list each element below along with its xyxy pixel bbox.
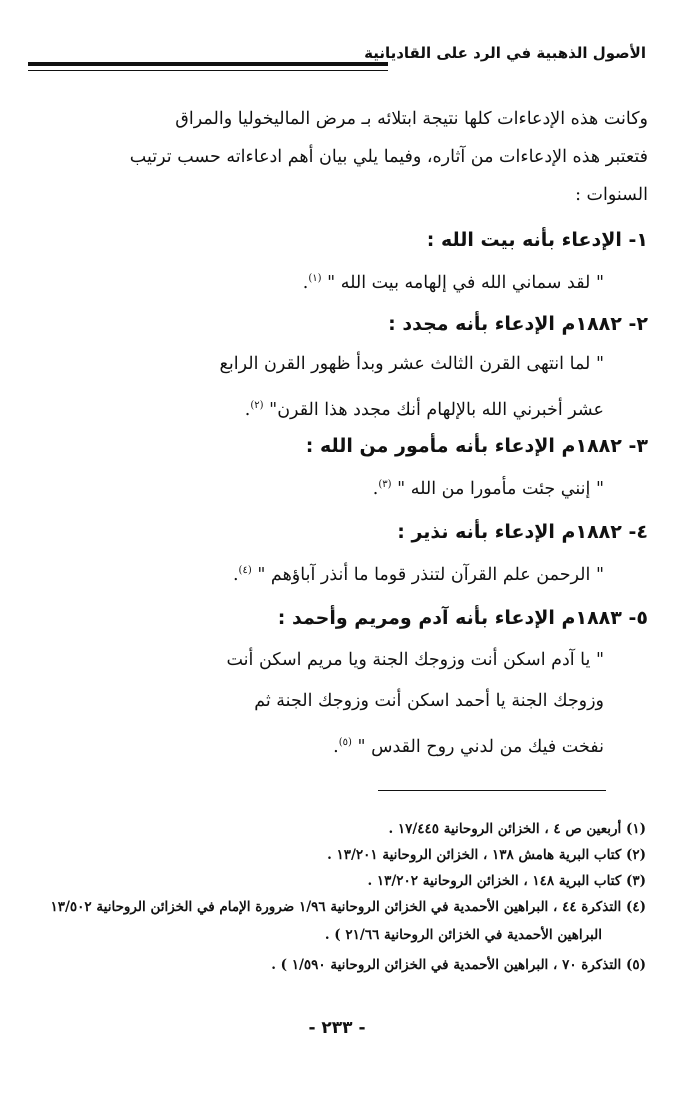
footnote: (١) أربعين ص ٤ ، الخزائن الروحانية ١٧/٤٤٥ .: [388, 821, 646, 837]
footnote-ref: (٤): [238, 565, 252, 576]
footnote-ref: (١): [308, 273, 322, 284]
quote-end: .: [302, 273, 309, 293]
running-header-title: الأصول الذهبية في الرد على القاديانية: [364, 44, 646, 62]
footnote: (٤) التذكرة ٤٤ ، البراهين الأحمدية في الخزائن الروحانية ١/٩٦ ضرورة الإمام في الخزائن الروحانية ١٣/٥٠٢: [50, 899, 646, 915]
footnote: (٢) كتاب البرية هامش ١٣٨ ، الخزائن الروحانية ١٣/٢٠١ .: [327, 847, 646, 863]
claim-heading: ٤- ١٨٨٢م الإدعاء بأنه نذير :: [397, 521, 648, 543]
header-rule-thin: [28, 70, 388, 71]
footnote-ref: (٥): [338, 737, 352, 748]
quote-line: " لما انتهى القرن الثالث عشر وبدأ ظهور القرن الرابع: [219, 354, 604, 374]
claim-heading: ٣- ١٨٨٢م الإدعاء بأنه مأمور من الله :: [305, 435, 648, 457]
claim-quote: [227, 640, 605, 768]
quote-end: .: [372, 479, 379, 499]
quote-line: " لقد سماني الله في إلهامه بيت الله ": [327, 273, 604, 293]
claim-quote: [373, 464, 604, 510]
quote-line: " الرحمن علم القرآن لتنذر قوما ما أنذر آباؤهم ": [257, 565, 604, 585]
quote-end: .: [232, 565, 239, 585]
intro-line: السنوات :: [575, 185, 648, 205]
intro-paragraph: [26, 100, 648, 214]
claim-heading: ١- الإدعاء بأنه بيت الله :: [426, 229, 648, 251]
claim-quote: [233, 550, 604, 596]
intro-line: فتعتبر هذه الإدعاءات من آثاره، وفيما يلي بيان أهم ادعاءاته حسب ترتيب: [129, 147, 648, 167]
footnote-continuation: البراهين الأحمدية في الخزائن الروحانية ٢١/٦٦ ) .: [324, 927, 602, 943]
quote-line: " إنني جئت مأمورا من الله ": [397, 479, 604, 499]
claim-quote: [303, 258, 604, 304]
quote-end: .: [244, 400, 251, 420]
page-number: - ٢٣٣ -: [308, 1018, 366, 1038]
quote-line: " يا آدم اسكن أنت وزوجك الجنة ويا مريم اسكن أنت: [226, 650, 604, 670]
quote-line: نفخت فيك من لدني روح القدس ": [357, 737, 604, 757]
quote-line: عشر أخبرني الله بالإلهام أنك مجدد هذا القرن": [269, 400, 604, 420]
quote-end: .: [333, 737, 339, 757]
footnote: (٥) التذكرة ٧٠ ، البراهين الأحمدية في الخزائن الروحانية ١/٥٩٠ ) .: [271, 957, 646, 973]
quote-line: وزوجك الجنة يا أحمد اسكن أنت وزوجك الجنة ثم: [254, 691, 604, 711]
footnote-ref: (٣): [378, 479, 392, 490]
claim-quote: [220, 344, 604, 431]
claim-heading: ٢- ١٨٨٢م الإدعاء بأنه مجدد :: [388, 313, 648, 335]
footnote-ref: (٢): [250, 400, 264, 411]
footnote-separator: [378, 790, 606, 791]
footnote: (٣) كتاب البرية ١٤٨ ، الخزائن الروحانية ١٣/٢٠٢ .: [367, 873, 646, 889]
header-rule-thick: [28, 62, 388, 66]
intro-line: وكانت هذه الإدعاءات كلها نتيجة ابتلائه بـ مرض الماليخوليا والمراق: [175, 109, 648, 129]
claim-heading: ٥- ١٨٨٣م الإدعاء بأنه آدم ومريم وأحمد :: [277, 607, 648, 629]
